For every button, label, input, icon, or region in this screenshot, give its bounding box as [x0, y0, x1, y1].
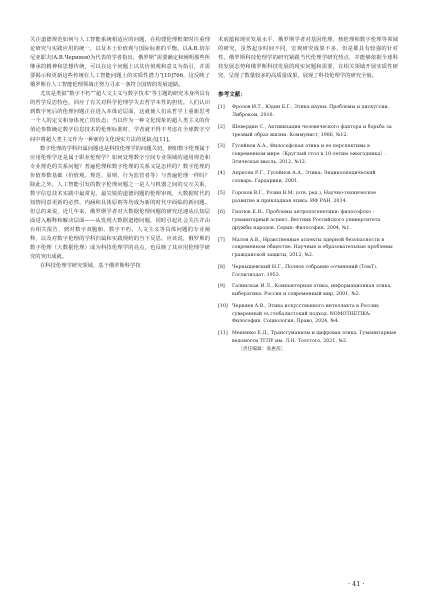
- body-paragraph: 数字伦理的学科归属问题也是科技伦理学的问题关切，例如数字伦理属于应用伦理学还是属于职业伦理学？如何处理数字空间专业领域的通用规范和专业规范的关系问题？普遍伦理和数字伦理的关系又是怎样的？数字伦理的价值参数基础（价值观、规范、原则、行为监管者等）与普遍伦理一样吗？除此之外，人工智能引发的数字伦理问题之一是人与机器之间的交互关系，数字信息技术实践中最常见、最尖锐的道德问题的伦理审视，大数据时代的知情同意更新的必然、内涵和具体原则等均成为新的时代中面临的新问题。但总的来说，近几年来，俄罗斯学者对大数据伦理问题的研究迅速从认知层面进入解释和解决层面——从发现大数据道德问题，同时引起社会关注并由台相关报告，到对数字双胞胎、数字不朽、人文主义等具体问题的专业阐释，以及对数字伦理的学科归属和实践规约的当下反思。应该说，俄罗斯的数字伦理（大数据伦理）成为科技伦理学的亮点，也反映了其应用伦理学研究的突出成就。: [30, 145, 210, 261]
- reference-number: [8]: [218, 264, 225, 270]
- reference-number: [9]: [218, 284, 225, 290]
- reference-number: [7]: [218, 237, 225, 243]
- reference-text: Черныщевский Н.Г., Полное собрание сочинений (ТомТ). Гослитиздат, 1953.: [232, 264, 378, 278]
- body-paragraph: 术底蕴和现实发展水平，俄罗斯学者对基因伦理、核伦理和数字伦理等领域的研究，虽然起步时间不同，宏观研究成果不多，但是都具有较强的针对性。俄罗斯科技伦理学的研究紧跟当代伦理学研究热点，并能够依据全球科技发展态势和俄罗斯科技发展的现实问题和需要，在相关领域开展实质性研究，呈现了数量较多的高质量成果，展现了科技伦理学的研究全貌。: [218, 37, 398, 80]
- reference-text: Апресян Р.Г., Гусейнов А.А., Этика; Энциклопедический словарь. Гардарики, 2001.: [232, 171, 376, 185]
- reference-text: Черняев А.В., Этика искусственного интеллекта в России; суверенный vs глобалистский подход. NOMOTHETIKA: Философия. Социология. Право, 2024, №4.: [232, 303, 380, 325]
- reference-text: Мешенко Е.Д., Трансгуманизм и цифровая этика. Гуманитарные ведомости ТГПУ им. Л.Н. Толстого, 2021, №2.: [232, 330, 397, 344]
- right-column: [218, 36, 398, 357]
- reference-item: [218, 170, 398, 186]
- body-paragraph: 尤其是类似“数字不朽”“超人文主义与数字技术”等主题的研究本身所具有的哲学反思特色，回应了有关对科学伦理学失去哲学本性的担忧。人们认识到数字死后的伦理问题正在进入本体论层面，这就使人们从哲学上重新思考一个人的定义和身体死亡的状态；当以作为一种文化现象的超人类主义的价值论参数确定数字信息技术的伦理标准时，学者就不得不考虑在全球数字空间中将超人类主义作为一种新的文化现实方法的优缺点[11]。: [30, 91, 210, 143]
- reference-item: [218, 303, 398, 327]
- reference-item: [218, 264, 398, 280]
- reference-text: Гусейнов А.А., Философская этика и ее перспективы в современном мире（Круглый стол к 10-летию ежегодника）. Этическая мысль, 2012, №12.: [232, 144, 387, 165]
- page-number: · 41 ·: [348, 580, 365, 588]
- reference-number: [2]: [218, 124, 225, 130]
- left-column: [30, 36, 210, 271]
- reference-text: Гнатюк Е.Н., Проблемы антропогенетики: философско – гуманитарный аспект. Вестник Российского университета дружбы народов. Серия: Философия, 2004, №1.: [232, 210, 381, 232]
- reference-number: [5]: [218, 190, 225, 196]
- reference-item: [218, 104, 398, 120]
- editor-note: ［责任编辑：张惠茜］: [238, 346, 286, 352]
- body-paragraph: 在科技伦理学研究领域，基于俄罗斯科学技: [40, 263, 141, 270]
- reference-number: [6]: [218, 210, 225, 216]
- reference-text: Малов А.В., Нравственные аспекты ядерной безопасности в современном обществе. Научные и образовательные проблемы гражданской защиты, 2012, №2.: [232, 237, 393, 259]
- reference-text: Фролов И.Т., Юдин Б.Г., Этика науки: Проблемы и дискуссии. Либроком, 2016.: [232, 105, 390, 119]
- reference-item: [218, 283, 398, 299]
- reference-list: [218, 104, 398, 353]
- reference-item: [218, 143, 398, 167]
- reference-number: [10]: [218, 303, 228, 309]
- body-paragraph: 关注道德规范如何与人工智能系统相适应的问题，在构建伦理框架时注重理论研究与实践应用的统一，以及本土价值观与国际标准的平衡。以A.B.切尔尼亚耶夫(A.B.Черняев)为代表的学者指出，俄罗斯“需要确定和阐明那些所继承的精神和思想传统，可以在这个问题上以其价值观和意义为指引，并需要揭示和更新这些传统在人工智能问题上的实质性潜力”[10]766，这反映了俄罗斯在人工智能伦理领域正努力寻求一条符合国情的发展道路。: [30, 37, 210, 89]
- reference-text: Шевердин С., Активизация человеческого фактора и борьба за трезвый образ жизни. Коммунист, 1986, №12.: [232, 124, 392, 138]
- reference-number: [11]: [218, 330, 228, 336]
- reference-text: Горохов В.Г., Розин В.М. (отв. ред.), Научно-техническое развитие и прикладная этика. ИФ РАН, 2014.: [232, 190, 377, 204]
- reference-item: [218, 190, 398, 206]
- reference-number: [1]: [218, 105, 225, 111]
- reference-number: [3]: [218, 144, 225, 150]
- reference-item: [218, 330, 398, 354]
- reference-text: Галинская И.Л., Компьютерная этика, информационная этика, киберэтика. Россия и современный мир, 2001, №2.: [232, 284, 392, 298]
- reference-item: [218, 237, 398, 261]
- reference-item: [218, 124, 398, 140]
- reference-item: [218, 209, 398, 233]
- reference-number: [4]: [218, 171, 225, 177]
- references-heading: 参考文献：: [218, 92, 246, 99]
